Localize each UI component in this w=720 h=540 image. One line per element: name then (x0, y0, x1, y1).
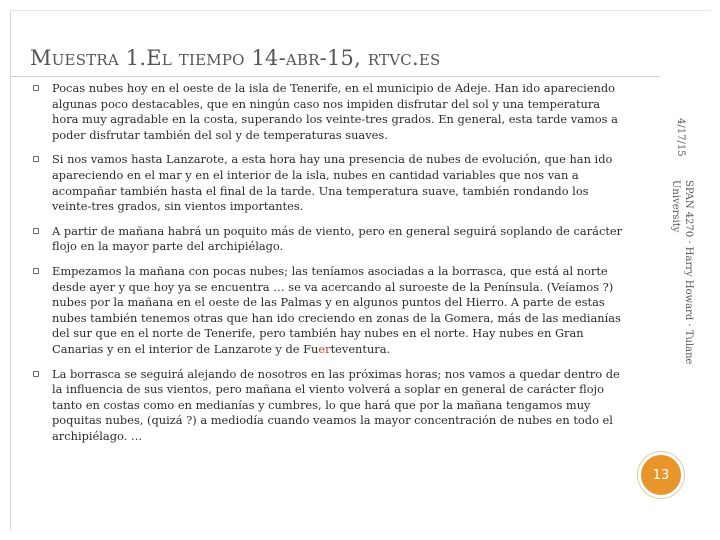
slide-border-top (10, 10, 710, 11)
bullet-text: A partir de mañana habrá un poquito más de viento, pero en general seguirá soplando de carácter flojo en la mayor parte del archipiélago. (52, 223, 623, 254)
bullet-text: Pocas nubes hoy en el oeste de la isla de Tenerife, en el municipio de Adeje. Han ido apareciendo algunas poco destacables, que en ningún caso nos impiden disfrutar del sol y una temperatura hora muy agradable en la costa, superando los veinte-tres grados. En general, esta tarde vamos a poder disfrutar también del sol y de temperaturas suaves. (52, 81, 618, 142)
bullet-item (30, 264, 624, 358)
bullet-text: Si nos vamos hasta Lanzarote, a esta hora hay una presencia de nubes de evolución, que han ido apareciendo en el mar y en el interior de la isla, nubes en cantidad variables que nos van a acompañar también hasta el final de la tarde. Una temperatura suave, también rondando los veinte-tres grados, sin vientos importantes. (52, 152, 613, 214)
bullet-square-icon (30, 152, 52, 214)
bullet-text (52, 264, 624, 358)
bullet-text: La borrasca se seguirá alejando de nosotros en las próximas horas; nos vamos a quedar dentro de la influencia de sus vientos, pero mañana el viento volverá a soplar en general de carácter flojo tanto en costas como en medianías y cumbres, lo que hará que por la mañana tengamos muy poquitas nubes, (quizá ?) a mediodía cuando veamos la mayor concentración de nubes en todo el archipiélago. … (52, 366, 620, 443)
title-text: Muestra 1.El tiempo 14-abr-15, rtvc.es (30, 46, 441, 70)
bullet-text-part: Empezamos la mañana con pocas nubes; las teníamos asociadas a la borrasca, que está al norte desde ayer y que hoy ya se encuentra … se va acercando al suroeste de la Península. (Veíamos ?) nubes por la mañana en el oeste de las Palmas y en algunos puntos del Hierro. A parte de estas nubes también tenemos otras que han ido creciendo en zonas de la Gomera, más de las medianías del sur que en el norte de Tenerife, pero también hay nubes en el norte. Hay nubes en Gran Canarias y en el interior de Lanzarote y de Fu (52, 263, 621, 356)
title-divider (10, 76, 660, 77)
bullet-square-icon (30, 367, 52, 445)
bullet-list (30, 81, 624, 453)
bullet-square-icon (30, 264, 52, 358)
bullet-item (30, 367, 624, 445)
highlighted-text: er (318, 341, 331, 356)
bullet-item (30, 81, 624, 143)
slide-date: 4/17/15 (675, 118, 686, 157)
bullet-square-icon (30, 224, 52, 255)
page-number: 13 (652, 467, 670, 483)
bullet-item (30, 152, 624, 214)
page-number-badge (638, 452, 684, 498)
bullet-text-part: teventura. (330, 341, 391, 356)
slide-border-left (10, 10, 11, 530)
bullet-item (30, 224, 624, 255)
slide-title (30, 46, 630, 70)
bullet-square-icon (30, 81, 52, 143)
slide-credit: SPAN 4270 · Harry Howard · Tulane University (670, 180, 694, 365)
